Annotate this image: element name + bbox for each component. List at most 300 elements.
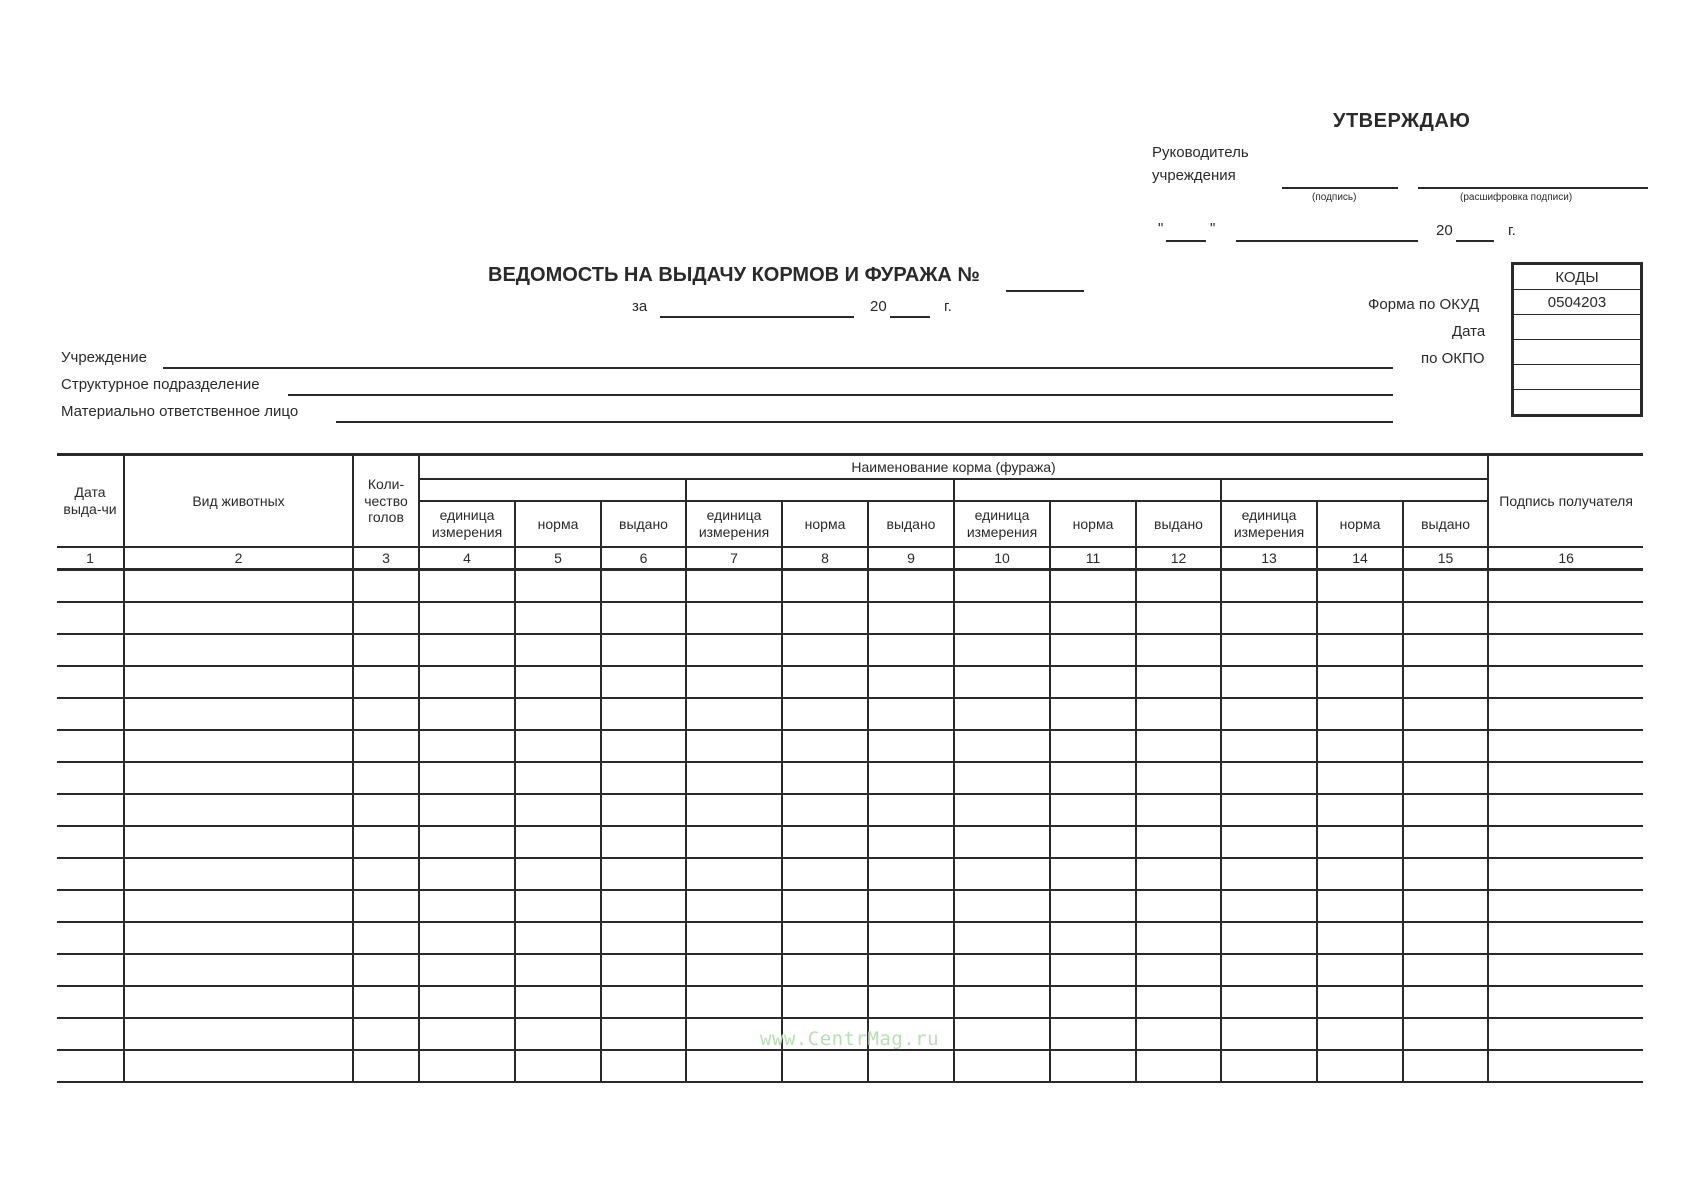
table-cell[interactable]	[1488, 954, 1643, 986]
table-cell[interactable]	[419, 794, 515, 826]
table-cell[interactable]	[124, 922, 353, 954]
table-cell[interactable]	[954, 666, 1050, 698]
table-cell[interactable]	[782, 986, 868, 1018]
table-cell[interactable]	[868, 762, 954, 794]
table-cell[interactable]	[1050, 634, 1136, 666]
table-cell[interactable]	[57, 794, 124, 826]
table-cell[interactable]	[868, 666, 954, 698]
table-cell[interactable]	[954, 986, 1050, 1018]
field-line-responsible[interactable]	[336, 421, 1393, 423]
table-cell[interactable]	[1317, 922, 1403, 954]
table-cell[interactable]	[1050, 1018, 1136, 1050]
table-cell[interactable]	[868, 826, 954, 858]
column-number: 10	[954, 547, 1050, 570]
table-cell[interactable]	[1403, 762, 1488, 794]
okud-code: 0504203	[1513, 290, 1642, 315]
table-cell[interactable]	[353, 730, 419, 762]
table-cell[interactable]	[1221, 890, 1317, 922]
table-cell[interactable]	[868, 986, 954, 1018]
table-cell[interactable]	[1488, 634, 1643, 666]
table-cell[interactable]	[686, 570, 782, 603]
feed-name-cell-4[interactable]	[1221, 479, 1488, 501]
table-cell[interactable]	[1488, 794, 1643, 826]
table-cell[interactable]	[782, 698, 868, 730]
table-cell[interactable]	[419, 762, 515, 794]
table-cell[interactable]	[1403, 954, 1488, 986]
table-cell[interactable]	[419, 634, 515, 666]
table-row	[57, 698, 1643, 730]
table-cell[interactable]	[1317, 666, 1403, 698]
table-cell[interactable]	[353, 1018, 419, 1050]
table-cell[interactable]	[686, 890, 782, 922]
table-cell[interactable]	[353, 858, 419, 890]
table-cell[interactable]	[782, 826, 868, 858]
table-cell[interactable]	[353, 698, 419, 730]
period-line[interactable]	[660, 316, 854, 318]
table-cell[interactable]	[353, 826, 419, 858]
table-cell[interactable]	[124, 570, 353, 603]
table-cell[interactable]	[686, 954, 782, 986]
table-cell[interactable]	[954, 634, 1050, 666]
table-cell[interactable]	[782, 922, 868, 954]
table-cell[interactable]	[686, 634, 782, 666]
table-cell[interactable]	[124, 858, 353, 890]
table-cell[interactable]	[124, 730, 353, 762]
table-cell[interactable]	[1050, 666, 1136, 698]
table-cell[interactable]	[124, 762, 353, 794]
table-cell[interactable]	[1050, 858, 1136, 890]
table-cell[interactable]	[686, 666, 782, 698]
table-cell[interactable]	[1317, 986, 1403, 1018]
table-cell[interactable]	[57, 602, 124, 634]
column-number: 5	[515, 547, 601, 570]
table-cell[interactable]	[782, 858, 868, 890]
table-cell[interactable]	[601, 794, 686, 826]
table-cell[interactable]	[1136, 986, 1221, 1018]
table-cell[interactable]	[419, 954, 515, 986]
table-cell[interactable]	[954, 826, 1050, 858]
table-cell[interactable]	[601, 698, 686, 730]
table-cell[interactable]	[353, 922, 419, 954]
table-cell[interactable]	[1221, 954, 1317, 986]
table-cell[interactable]	[601, 890, 686, 922]
table-cell[interactable]	[1488, 890, 1643, 922]
feed-name-cell-3[interactable]	[954, 479, 1221, 501]
table-cell[interactable]	[601, 666, 686, 698]
table-cell[interactable]	[868, 698, 954, 730]
okpo-code-cell[interactable]	[1513, 340, 1642, 365]
table-cell[interactable]	[419, 1050, 515, 1082]
table-cell[interactable]	[419, 1018, 515, 1050]
table-cell[interactable]	[419, 890, 515, 922]
table-cell[interactable]	[515, 570, 601, 603]
table-cell[interactable]	[782, 954, 868, 986]
decode-caption: (расшифровка подписи)	[1460, 192, 1573, 203]
table-cell[interactable]	[1317, 890, 1403, 922]
table-cell[interactable]	[1050, 954, 1136, 986]
table-cell[interactable]	[124, 698, 353, 730]
table-cell[interactable]	[1488, 1018, 1643, 1050]
table-cell[interactable]	[601, 762, 686, 794]
table-cell[interactable]	[57, 730, 124, 762]
table-cell[interactable]	[1488, 602, 1643, 634]
table-cell[interactable]	[782, 890, 868, 922]
table-cell[interactable]	[353, 890, 419, 922]
table-cell[interactable]	[57, 698, 124, 730]
table-cell[interactable]	[868, 634, 954, 666]
table-cell[interactable]	[954, 570, 1050, 603]
table-cell[interactable]	[954, 698, 1050, 730]
approval-year-line[interactable]	[1456, 240, 1494, 242]
table-cell[interactable]	[57, 1018, 124, 1050]
table-cell[interactable]	[1221, 602, 1317, 634]
table-cell[interactable]	[1317, 826, 1403, 858]
table-cell[interactable]	[868, 794, 954, 826]
table-cell[interactable]	[954, 890, 1050, 922]
table-cell[interactable]	[124, 1018, 353, 1050]
table-cell[interactable]	[1317, 570, 1403, 603]
table-cell[interactable]	[57, 922, 124, 954]
field-line-subdivision[interactable]	[288, 394, 1393, 396]
table-cell[interactable]	[1136, 890, 1221, 922]
table-cell[interactable]	[954, 954, 1050, 986]
document-number-line[interactable]	[1006, 290, 1084, 292]
table-cell[interactable]	[868, 890, 954, 922]
table-cell[interactable]	[601, 826, 686, 858]
table-cell[interactable]	[57, 1050, 124, 1082]
table-cell[interactable]	[419, 602, 515, 634]
table-cell[interactable]	[782, 634, 868, 666]
signature-line[interactable]	[1282, 187, 1398, 189]
table-cell[interactable]	[868, 1050, 954, 1082]
table-cell[interactable]	[57, 570, 124, 603]
table-cell[interactable]	[1221, 762, 1317, 794]
table-row	[57, 1050, 1643, 1082]
table-cell[interactable]	[515, 986, 601, 1018]
table-cell[interactable]	[515, 634, 601, 666]
table-cell[interactable]	[601, 730, 686, 762]
table-cell[interactable]	[1488, 666, 1643, 698]
table-cell[interactable]	[353, 634, 419, 666]
table-cell[interactable]	[1403, 570, 1488, 603]
table-cell[interactable]	[954, 794, 1050, 826]
table-cell[interactable]	[868, 602, 954, 634]
table-cell[interactable]	[1221, 570, 1317, 603]
table-cell[interactable]	[954, 858, 1050, 890]
table-cell[interactable]	[1221, 922, 1317, 954]
table-cell[interactable]	[353, 762, 419, 794]
table-cell[interactable]	[601, 954, 686, 986]
table-cell[interactable]	[515, 698, 601, 730]
table-cell[interactable]	[515, 762, 601, 794]
period-year-suffix: г.	[944, 298, 952, 315]
table-cell[interactable]	[1488, 922, 1643, 954]
table-cell[interactable]	[1488, 826, 1643, 858]
table-cell[interactable]	[601, 1018, 686, 1050]
codes-box	[1511, 262, 1643, 417]
table-cell[interactable]	[686, 730, 782, 762]
table-row	[57, 730, 1643, 762]
table-cell[interactable]	[1221, 986, 1317, 1018]
table-cell[interactable]	[1403, 986, 1488, 1018]
subheader-norm: норма	[515, 501, 601, 547]
table-cell[interactable]	[954, 922, 1050, 954]
table-cell[interactable]	[782, 1050, 868, 1082]
table-cell[interactable]	[124, 954, 353, 986]
table-cell[interactable]	[57, 890, 124, 922]
table-cell[interactable]	[868, 922, 954, 954]
table-cell[interactable]	[1136, 1050, 1221, 1082]
table-cell[interactable]	[419, 730, 515, 762]
table-cell[interactable]	[124, 602, 353, 634]
table-cell[interactable]	[1317, 698, 1403, 730]
table-cell[interactable]	[1317, 730, 1403, 762]
table-cell[interactable]	[954, 730, 1050, 762]
table-cell[interactable]	[419, 858, 515, 890]
subheader-issued: выдано	[868, 501, 954, 547]
signature-decode-line[interactable]	[1418, 187, 1648, 189]
table-cell[interactable]	[1221, 826, 1317, 858]
table-row	[57, 602, 1643, 634]
table-cell[interactable]	[1403, 698, 1488, 730]
table-cell[interactable]	[686, 762, 782, 794]
table-cell[interactable]	[124, 634, 353, 666]
extra-code-cell-2[interactable]	[1513, 390, 1642, 416]
table-cell[interactable]	[353, 666, 419, 698]
table-cell[interactable]	[515, 1018, 601, 1050]
table-cell[interactable]	[1050, 794, 1136, 826]
codes-header: КОДЫ	[1513, 264, 1642, 290]
table-cell[interactable]	[419, 826, 515, 858]
table-cell[interactable]	[515, 954, 601, 986]
table-cell[interactable]	[601, 922, 686, 954]
table-cell[interactable]	[353, 954, 419, 986]
table-cell[interactable]	[353, 986, 419, 1018]
table-cell[interactable]	[1050, 698, 1136, 730]
table-cell[interactable]	[601, 570, 686, 603]
table-cell[interactable]	[1317, 634, 1403, 666]
table-cell[interactable]	[1317, 602, 1403, 634]
table-cell[interactable]	[515, 1050, 601, 1082]
table-cell[interactable]	[515, 794, 601, 826]
table-cell[interactable]	[1488, 570, 1643, 603]
table-cell[interactable]	[1403, 1018, 1488, 1050]
table-cell[interactable]	[1403, 826, 1488, 858]
table-cell[interactable]	[124, 826, 353, 858]
column-number: 4	[419, 547, 515, 570]
table-cell[interactable]	[1403, 890, 1488, 922]
table-cell[interactable]	[954, 762, 1050, 794]
document-title: ВЕДОМОСТЬ НА ВЫДАЧУ КОРМОВ И ФУРАЖА №	[488, 264, 980, 286]
table-cell[interactable]	[601, 1050, 686, 1082]
approval-year-prefix: 20	[1436, 222, 1453, 239]
subheader-norm: норма	[1317, 501, 1403, 547]
table-cell[interactable]	[686, 1050, 782, 1082]
approval-day-line[interactable]	[1166, 240, 1206, 242]
table-cell[interactable]	[1403, 858, 1488, 890]
table-cell[interactable]	[868, 858, 954, 890]
table-cell[interactable]	[57, 826, 124, 858]
table-cell[interactable]	[124, 890, 353, 922]
table-cell[interactable]	[1317, 762, 1403, 794]
table-cell[interactable]	[1488, 986, 1643, 1018]
table-cell[interactable]	[1136, 762, 1221, 794]
table-cell[interactable]	[124, 1050, 353, 1082]
table-cell[interactable]	[1317, 794, 1403, 826]
table-cell[interactable]	[1136, 730, 1221, 762]
table-cell[interactable]	[1136, 922, 1221, 954]
table-cell[interactable]	[686, 826, 782, 858]
table-cell[interactable]	[1136, 602, 1221, 634]
subheader-unit: единица измерения	[1221, 501, 1317, 547]
table-cell[interactable]	[1050, 826, 1136, 858]
table-cell[interactable]	[1050, 730, 1136, 762]
okud-label: Форма по ОКУД	[1368, 296, 1480, 313]
table-cell[interactable]	[1136, 666, 1221, 698]
table-cell[interactable]	[782, 666, 868, 698]
table-cell[interactable]	[1403, 1050, 1488, 1082]
table-cell[interactable]	[1403, 922, 1488, 954]
table-cell[interactable]	[1317, 954, 1403, 986]
table-cell[interactable]	[1221, 794, 1317, 826]
feed-name-cell-1[interactable]	[419, 479, 686, 501]
column-number: 9	[868, 547, 954, 570]
table-cell[interactable]	[1488, 1050, 1643, 1082]
table-cell[interactable]	[686, 602, 782, 634]
table-cell[interactable]	[1136, 826, 1221, 858]
table-cell[interactable]	[601, 602, 686, 634]
table-cell[interactable]	[1050, 1050, 1136, 1082]
table-cell[interactable]	[1403, 730, 1488, 762]
table-cell[interactable]	[419, 922, 515, 954]
table-cell[interactable]	[1136, 794, 1221, 826]
table-cell[interactable]	[1488, 698, 1643, 730]
table-cell[interactable]	[353, 570, 419, 603]
table-cell[interactable]	[57, 986, 124, 1018]
table-cell[interactable]	[1136, 858, 1221, 890]
table-cell[interactable]	[419, 666, 515, 698]
table-cell[interactable]	[868, 730, 954, 762]
table-cell[interactable]	[1221, 634, 1317, 666]
table-cell[interactable]	[782, 602, 868, 634]
table-cell[interactable]	[57, 954, 124, 986]
table-cell[interactable]	[686, 858, 782, 890]
table-cell[interactable]	[515, 730, 601, 762]
table-cell[interactable]	[782, 730, 868, 762]
table-cell[interactable]	[868, 570, 954, 603]
table-cell[interactable]	[1221, 666, 1317, 698]
table-cell[interactable]	[782, 570, 868, 603]
feed-name-cell-2[interactable]	[686, 479, 954, 501]
table-cell[interactable]	[124, 986, 353, 1018]
table-cell[interactable]	[1488, 858, 1643, 890]
table-cell[interactable]	[686, 794, 782, 826]
column-number: 16	[1488, 547, 1643, 570]
table-cell[interactable]	[954, 1050, 1050, 1082]
table-cell[interactable]	[686, 986, 782, 1018]
table-cell[interactable]	[782, 794, 868, 826]
table-cell[interactable]	[601, 634, 686, 666]
feed-issue-table	[57, 453, 1643, 1083]
table-cell[interactable]	[515, 826, 601, 858]
table-cell[interactable]	[1136, 570, 1221, 603]
field-line-institution[interactable]	[163, 367, 1393, 369]
table-cell[interactable]	[515, 890, 601, 922]
table-cell[interactable]	[601, 986, 686, 1018]
table-cell[interactable]	[353, 1050, 419, 1082]
table-cell[interactable]	[782, 762, 868, 794]
column-number: 2	[124, 547, 353, 570]
extra-code-cell-1[interactable]	[1513, 365, 1642, 390]
table-cell[interactable]	[124, 794, 353, 826]
date-code-cell[interactable]	[1513, 315, 1642, 340]
table-cell[interactable]	[601, 858, 686, 890]
table-cell[interactable]	[954, 1018, 1050, 1050]
table-cell[interactable]	[1221, 698, 1317, 730]
table-cell[interactable]	[1317, 858, 1403, 890]
table-cell[interactable]	[1403, 634, 1488, 666]
table-cell[interactable]	[1488, 762, 1643, 794]
table-cell[interactable]	[1050, 762, 1136, 794]
table-cell[interactable]	[515, 922, 601, 954]
table-cell[interactable]	[1136, 1018, 1221, 1050]
table-cell[interactable]	[868, 954, 954, 986]
table-cell[interactable]	[954, 602, 1050, 634]
table-cell[interactable]	[1050, 890, 1136, 922]
period-year-line[interactable]	[890, 316, 930, 318]
table-cell[interactable]	[1221, 1050, 1317, 1082]
table-cell[interactable]	[1221, 1018, 1317, 1050]
table-row	[57, 858, 1643, 890]
table-cell[interactable]	[515, 858, 601, 890]
table-cell[interactable]	[1403, 602, 1488, 634]
table-cell[interactable]	[57, 666, 124, 698]
table-cell[interactable]	[1050, 570, 1136, 603]
table-cell[interactable]	[515, 666, 601, 698]
table-cell[interactable]	[1050, 602, 1136, 634]
table-cell[interactable]	[1221, 858, 1317, 890]
table-row	[57, 570, 1643, 603]
table-cell[interactable]	[1403, 666, 1488, 698]
approval-year-suffix: г.	[1508, 222, 1516, 239]
table-cell[interactable]	[1136, 698, 1221, 730]
table-cell[interactable]	[1136, 954, 1221, 986]
table-cell[interactable]	[1221, 730, 1317, 762]
table-cell[interactable]	[124, 666, 353, 698]
table-cell[interactable]	[419, 986, 515, 1018]
table-cell[interactable]	[686, 698, 782, 730]
table-cell[interactable]	[353, 602, 419, 634]
table-cell[interactable]	[57, 858, 124, 890]
table-cell[interactable]	[1136, 634, 1221, 666]
table-cell[interactable]	[419, 698, 515, 730]
date-quote-close: "	[1210, 220, 1216, 237]
table-cell[interactable]	[1317, 1050, 1403, 1082]
table-cell[interactable]	[57, 634, 124, 666]
table-cell[interactable]	[1050, 922, 1136, 954]
approval-month-line[interactable]	[1236, 240, 1418, 242]
table-cell[interactable]	[1317, 1018, 1403, 1050]
table-cell[interactable]	[419, 570, 515, 603]
table-cell[interactable]	[515, 602, 601, 634]
table-cell[interactable]	[686, 922, 782, 954]
table-row	[57, 826, 1643, 858]
table-cell[interactable]	[1403, 794, 1488, 826]
table-cell[interactable]	[353, 794, 419, 826]
table-cell[interactable]	[1488, 730, 1643, 762]
table-cell[interactable]	[57, 762, 124, 794]
table-cell[interactable]	[1050, 986, 1136, 1018]
